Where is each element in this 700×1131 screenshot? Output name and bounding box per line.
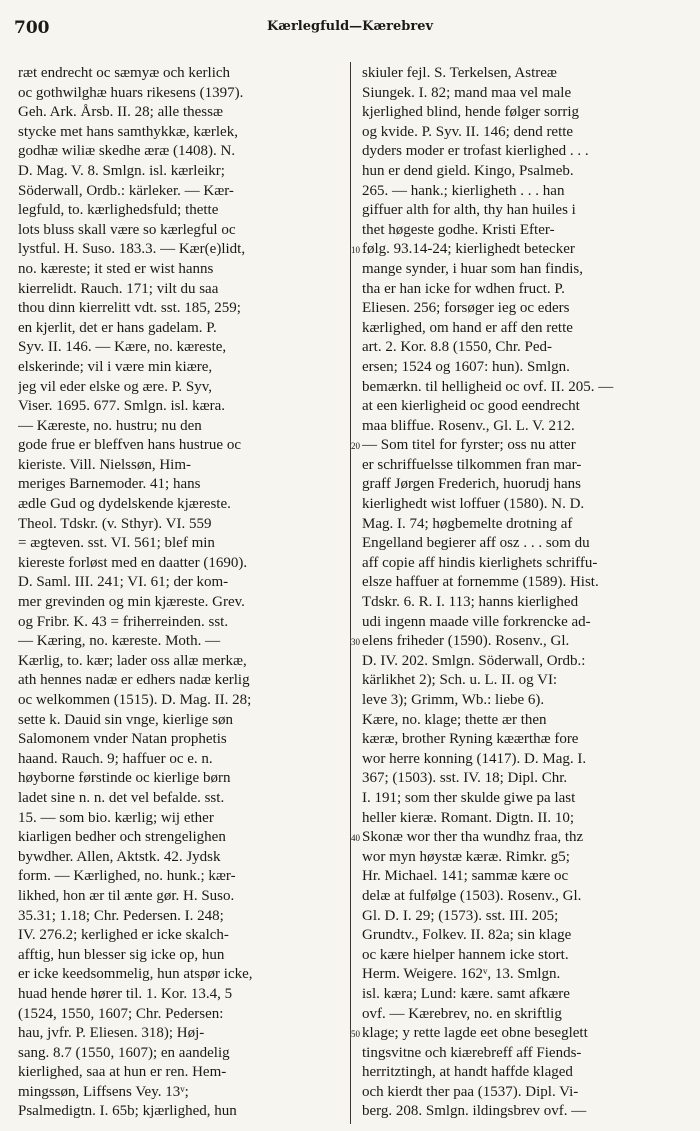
text-line: — Som titel for fyrster; oss nu atter [362, 437, 576, 454]
text-line: kærlighed, om hand er aff den rette [362, 319, 573, 336]
text-line: kierrelidt. Rauch. 171; vilt du saa [18, 280, 219, 297]
text-line: berg. 208. Smlgn. ildingsbrev ovf. — [362, 1103, 587, 1120]
text-line: Tdskr. 6. R. I. 113; hanns kierlighed [362, 594, 579, 611]
text-line: sette k. Dauid sin vnge, kierlige søn [18, 711, 233, 728]
text-line: dyders moder er trofast kierlighed . . . [362, 143, 589, 160]
text-line: udi ingenn maade ville forkrencke ad- [362, 613, 591, 630]
text-line: form. — Kærlighed, no. hunk.; kær- [18, 868, 236, 885]
text-line: Siungek. I. 82; mand maa vel male [362, 84, 572, 101]
page-number: 700 [14, 18, 50, 38]
line-number: 40 [351, 833, 360, 844]
left-column [18, 64, 340, 1122]
text-line: skiuler fejl. S. Terkelsen, Astreæ [362, 65, 557, 81]
text-line: jeg vil eder elske og ære. P. Syv, [18, 378, 212, 395]
text-line: ersen; 1524 og 1607: hun). Smlgn. [362, 358, 570, 375]
text-line: IV. 276.2; kerlighed er icke skalch- [18, 927, 229, 944]
text-line: tha er han icke for wdhen fruct. P. [362, 280, 565, 297]
text-line: D. Mag. V. 8. Smlgn. isl. kærleikr; [18, 162, 225, 179]
text-line: leve 3); Grimm, Wb.: liebe 6). [362, 692, 545, 708]
text-line: Viser. 1695. 677. Smlgn. isl. kæra. [18, 398, 226, 415]
text-line: oc welkommen (1515). D. Mag. II. 28; [18, 692, 252, 708]
text-line: ædle Gud og dydelskende kjæreste. [18, 496, 231, 513]
text-line: kæræ, brother Ryning kæærthæ fore [362, 731, 579, 748]
text-line: Engelland begierer aff osz . . . som du [362, 535, 590, 552]
line-number: 20 [351, 441, 360, 452]
text-line: kjerlighed blind, hende følger sorrig [362, 104, 580, 121]
text-line: mingssøn, Liffsens Vey. 13ᵛ; [18, 1083, 189, 1100]
text-line: stycke met hans samthykkæ, kærlek, [18, 123, 238, 140]
text-line: D. Saml. III. 241; VI. 61; der kom- [18, 574, 229, 591]
text-line: kierlighedt wist loffuer (1580). N. D. [362, 496, 585, 513]
text-line: Eliesen. 256; forsøger ieg oc eders [362, 300, 570, 317]
text-line: Salomonem vnder Natan prophetis [18, 731, 227, 748]
text-line: oc gothwilghæ huars rikesens (1397). [18, 84, 244, 101]
text-line: herritztingh, at handt haffde klaged [362, 1064, 573, 1081]
text-line: Herm. Weigere. 162ᵛ, 13. Smlgn. [362, 966, 561, 983]
text-line: — Kæring, no. kæreste. Moth. — [18, 633, 221, 650]
text-line: kieriste. Vill. Nielssøn, Him- [18, 456, 191, 473]
text-line: hau, jvfr. P. Eliesen. 318); Høj- [18, 1025, 205, 1042]
running-head: Kærlegfuld—Kærebrev [266, 19, 434, 34]
text-line: meriges Barnemoder. 41; hans [18, 476, 201, 493]
right-column [362, 64, 684, 1122]
text-line: thou dinn kierrelitt vdt. sst. 185, 259; [18, 300, 241, 317]
text-line: mer grevinden og min kjæreste. Grev. [18, 594, 245, 611]
text-line: bemærkn. til helligheid oc ovf. II. 205. — [362, 378, 614, 395]
text-line: likhed, hon ær til ænte gør. H. Suso. [18, 887, 235, 904]
text-line: Söderwall, Ordb.: kärleker. — Kær- [18, 182, 234, 199]
text-line: Kærlig, to. kær; lader oss allæ merkæ, [18, 652, 247, 669]
text-line: elsze haffuer at fornemme (1589). Hist. [362, 574, 599, 591]
text-line: godhæ wiliæ skedhe æræ (1408). N. [18, 143, 236, 160]
text-line: en kjerlit, det er hans gadelam. P. [18, 319, 217, 336]
text-line: kärlikhet 2); Sch. u. L. II. og VI: [362, 672, 558, 689]
text-line: 35.31; 1.18; Chr. Pedersen. I. 248; [18, 907, 224, 924]
text-line: at een kierligheid oc good eendrecht [362, 398, 580, 415]
text-line: høyborne førstinde oc kierlige børn [18, 770, 231, 787]
text-line: tingsvitne och kiærebreff aff Fiends- [362, 1044, 582, 1061]
text-line: wor herre konning (1417). D. Mag. I. [362, 750, 587, 767]
text-line: hun er dend gield. Kingo, Psalmeb. [362, 162, 574, 179]
text-line: gode frue er bleffven hans hustrue oc [18, 437, 241, 454]
text-line: og Fribr. K. 43 = friherreinden. sst. [18, 613, 229, 630]
text-line: 15. — som bio. kærlig; wij ether [18, 809, 214, 826]
text-line: følg. 93.14-24; kierlighedt betecker [362, 241, 575, 258]
text-line: I. 191; som ther skulde giwe pa last [362, 789, 576, 806]
text-line: — Kæreste, no. hustru; nu den [18, 417, 202, 434]
text-line: Skonæ wor ther tha wundhz fraa, thz [362, 829, 584, 846]
text-line: art. 2. Kor. 8.8 (1550, Chr. Ped- [362, 339, 552, 356]
text-line: = ægteven. sst. VI. 561; blef min [18, 535, 215, 552]
text-line: Theol. Tdskr. (v. Sthyr). VI. 559 [18, 515, 212, 532]
text-line: haand. Rauch. 9; haffuer oc e. n. [18, 750, 213, 767]
text-line: heller kieræ. Romant. Digtn. II. 10; [362, 809, 575, 826]
text-line: D. IV. 202. Smlgn. Söderwall, Ordb.: [362, 652, 586, 669]
text-line: thet høgeste godhe. Kristi Efter- [362, 221, 555, 238]
text-line: lystful. H. Suso. 183.3. — Kær(e)lidt, [18, 241, 246, 258]
text-line: er icke keedsommelig, hun atspør icke, [18, 966, 253, 983]
text-line: kiarligen bedher och strengelighen [18, 829, 226, 846]
text-line: delæ at fulfølge (1503). Rosenv., Gl. [362, 887, 582, 904]
text-line: Geh. Ark. Årsb. II. 28; alle thessæ [18, 104, 223, 121]
text-line: ovf. — Kærebrev, no. en skriftlig [362, 1005, 562, 1022]
text-line: ræt endrecht oc sæmyæ och kerlich [18, 65, 231, 81]
line-number: 10 [351, 245, 360, 256]
text-line: Hr. Michael. 141; sammæ kære oc [362, 868, 569, 885]
text-line: (1524, 1550, 1607; Chr. Pedersen: [18, 1005, 224, 1022]
text-line: legfuld, to. kærlighedsfuld; thette [18, 202, 219, 219]
text-line: ladet sine n. n. det vel befalde. sst. [18, 789, 225, 806]
text-line: huad hende hører til. 1. Kor. 13.4, 5 [18, 985, 233, 1002]
text-line: klage; y rette lagde eet obne beseglett [362, 1025, 588, 1042]
column-divider [350, 62, 351, 1124]
text-line: lots bluss skall være so kærlegful oc [18, 221, 236, 238]
text-line: aff copie aff hindis kierlighets schriffu- [362, 554, 598, 571]
line-number: 30 [351, 637, 360, 648]
text-line: og kvide. P. Syv. II. 146; dend rette [362, 123, 574, 140]
text-line: giffuer alth for alth, thy han huiles i [362, 202, 576, 219]
text-line: kiereste forløst med en daatter (1690). [18, 554, 248, 571]
text-line: Syv. II. 146. — Kære, no. kæreste, [18, 339, 227, 356]
text-line: wor myn høystæ kæræ. Rimkr. g5; [362, 848, 570, 865]
text-line: maa bliffue. Rosenv., Gl. L. V. 212. [362, 417, 575, 434]
text-line: 265. — hank.; kierligheth . . . han [362, 182, 565, 199]
text-line: no. kæreste; it sted er wist hanns [18, 260, 214, 277]
text-line: ath hennes nadæ er edhers nadæ kerlig [18, 672, 250, 689]
text-line: 367; (1503). sst. IV. 18; Dipl. Chr. [362, 770, 568, 787]
text-line: Grundtv., Folkev. II. 82a; sin klage [362, 927, 572, 944]
text-line: isl. kæra; Lund: kære. samt afkære [362, 985, 570, 1002]
text-line: mange synder, i huar som han findis, [362, 260, 584, 277]
text-line: Mag. I. 74; høgbemelte drotning af [362, 515, 573, 532]
page-header [14, 18, 686, 40]
text-line: Psalmedigtn. I. 65b; kjærlighed, hun [18, 1103, 237, 1120]
text-line: er schriffuelsse tilkommen fran mar- [362, 456, 582, 473]
text-line: oc kære hielper hannem icke stort. [362, 946, 569, 963]
text-line: sang. 8.7 (1550, 1607); en aandelig [18, 1044, 230, 1061]
text-line: elskerinde; vil i være min kiære, [18, 358, 213, 375]
line-number: 50 [351, 1029, 360, 1040]
text-line: kierlighed, saa at hun er ren. Hem- [18, 1064, 227, 1081]
text-line: elens friheder (1590). Rosenv., Gl. [362, 633, 570, 650]
text-line: och kierdt ther paa (1537). Dipl. Vi- [362, 1083, 579, 1100]
text-line: Gl. D. I. 29; (1573). sst. III. 205; [362, 907, 559, 924]
text-line: Kære, no. klage; thette ær then [362, 711, 547, 728]
text-line: bywdher. Allen, Aktstk. 42. Jydsk [18, 848, 221, 865]
text-line: afftig, hun blesser sig icke op, hun [18, 946, 225, 963]
text-line: graff Jørgen Frederich, huorudj hans [362, 476, 581, 493]
